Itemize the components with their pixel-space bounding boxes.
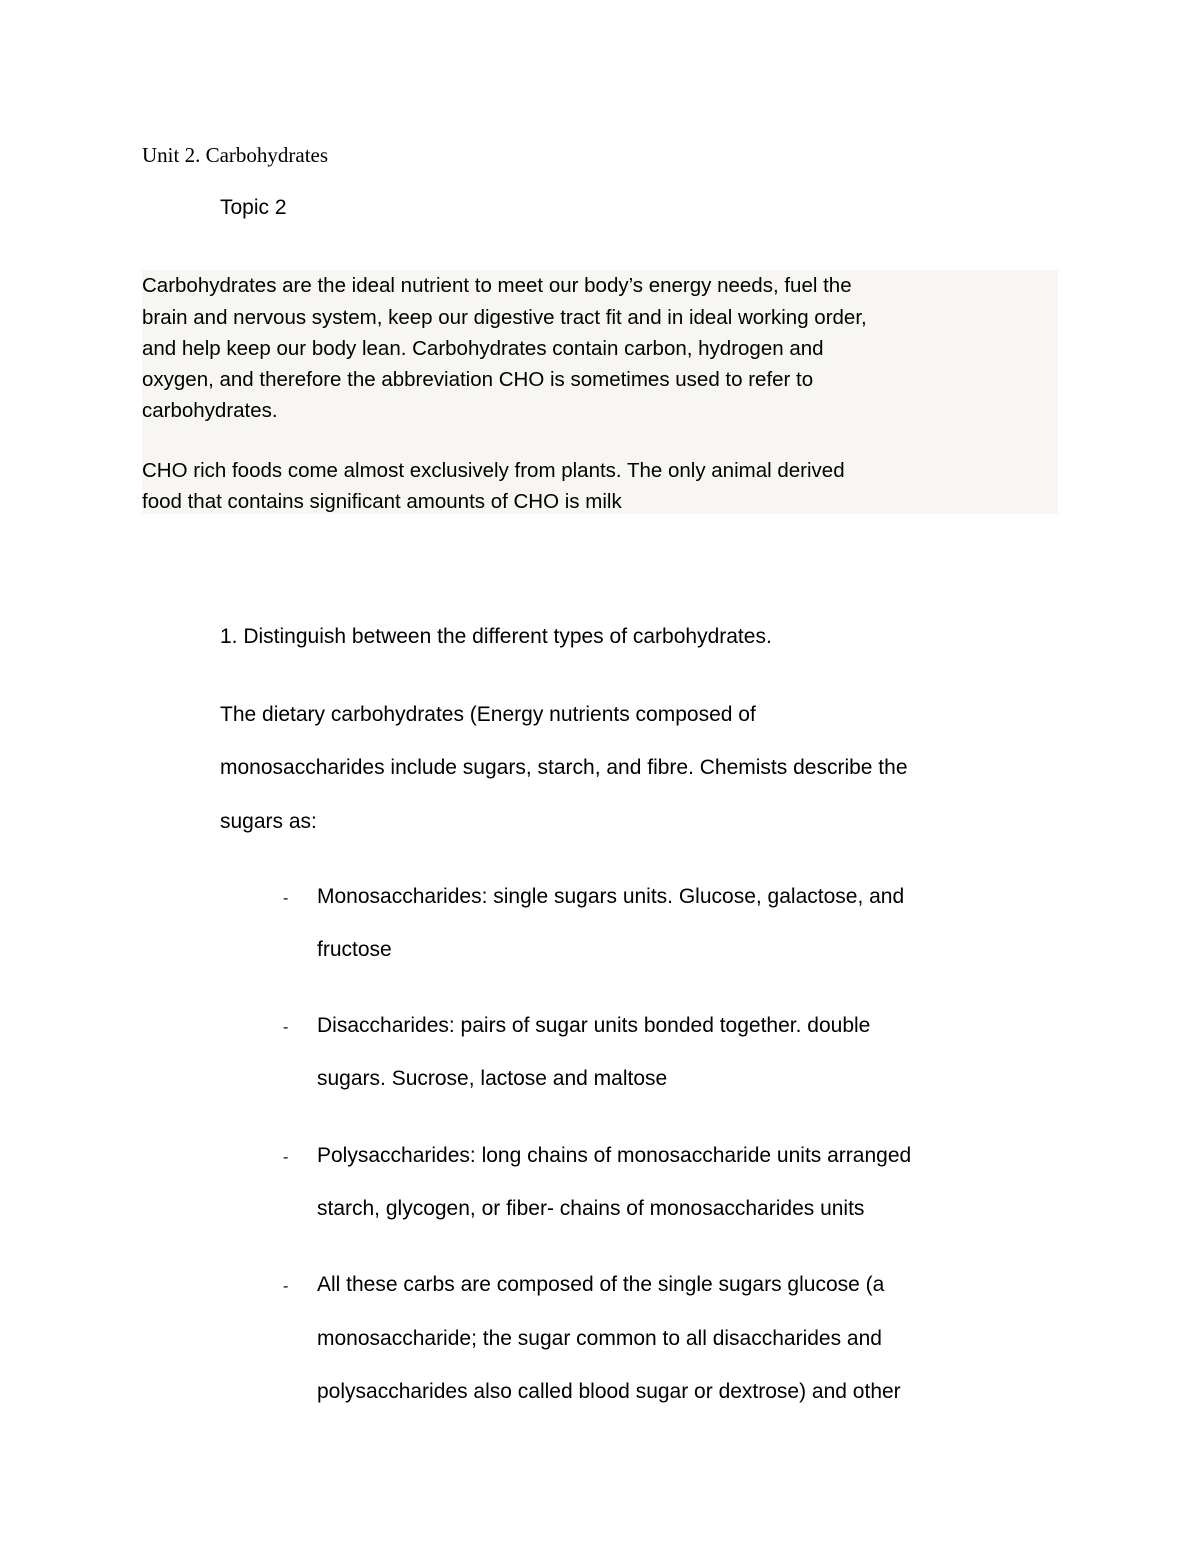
intro-paragraph-line: Carbohydrates are the ideal nutrient to meet our body’s energy needs, fuel the [142, 274, 852, 297]
question-heading: 1. Distinguish between the different types of carbohydrates. [220, 625, 772, 648]
intro-paragraph-line: brain and nervous system, keep our digestive tract fit and in ideal working order, [142, 306, 867, 329]
cho-paragraph-line: CHO rich foods come almost exclusively from plants. The only animal derived [142, 459, 845, 482]
bullet-line: Disaccharides: pairs of sugar units bonded together. double [317, 1014, 871, 1037]
intro-paragraph-line: oxygen, and therefore the abbreviation CHO is sometimes used to refer to [142, 368, 814, 391]
bullet-line: Monosaccharides: single sugars units. Glucose, galactose, and [317, 885, 905, 908]
bullet-line: Polysaccharides: long chains of monosaccharide units arranged [317, 1144, 912, 1167]
bullet-line: sugars. Sucrose, lactose and maltose [317, 1067, 668, 1090]
intro-section [142, 270, 1058, 514]
answer-paragraph-line: monosaccharides include sugars, starch, and fibre. Chemists describe the [220, 756, 908, 779]
answer-paragraph-line: The dietary carbohydrates (Energy nutrients composed of [220, 703, 756, 726]
bullet-line: starch, glycogen, or fiber- chains of monosaccharides units [317, 1197, 865, 1220]
bullet-marker: - [283, 1149, 289, 1166]
topic-heading: Topic 2 [220, 196, 287, 219]
intro-paragraph-line: and help keep our body lean. Carbohydrates contain carbon, hydrogen and [142, 337, 824, 360]
answer-paragraph-line: sugars as: [220, 810, 317, 833]
intro-paragraph-line: carbohydrates. [142, 399, 278, 422]
bullet-marker: - [283, 890, 289, 907]
bullet-line: fructose [317, 938, 392, 961]
bullet-line: All these carbs are composed of the single sugars glucose (a [317, 1273, 885, 1296]
bullet-line: monosaccharide; the sugar common to all disaccharides and [317, 1327, 882, 1350]
bullet-marker: - [283, 1278, 289, 1295]
bullet-marker: - [283, 1019, 289, 1036]
cho-paragraph-line: food that contains significant amounts of CHO is milk [142, 490, 622, 513]
bullet-line: polysaccharides also called blood sugar or dextrose) and other [317, 1380, 901, 1403]
unit-heading: Unit 2. Carbohydrates [142, 143, 329, 167]
